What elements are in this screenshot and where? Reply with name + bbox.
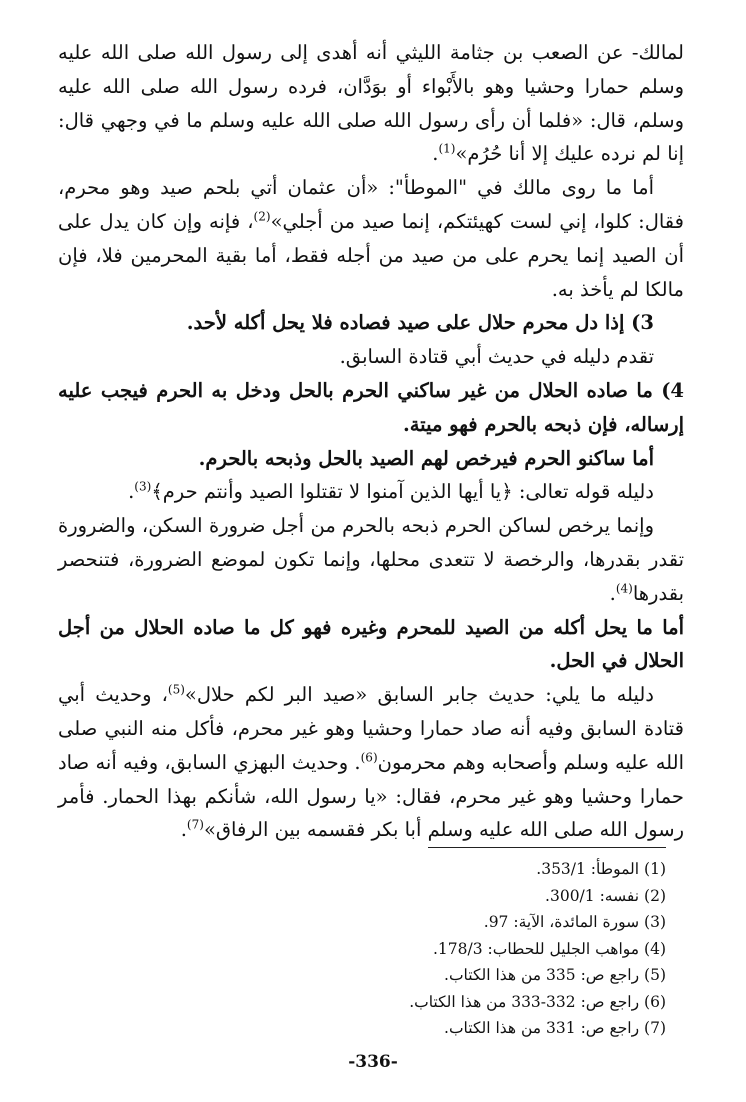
paragraph-8-text: وإنما يرخص لساكن الحرم ذبحه بالحرم من أجل ضرورة السكن، والضرورة تقدر بقدرها، والرخصة لا تتعدى محلها، وإنما تكون لموضع الضرورة، فتنحصر بقدرها — [58, 514, 684, 605]
paragraph-10-text: دليله ما يلي: حديث جابر السابق «صيد البر لكم حلال» — [184, 683, 654, 707]
paragraph-4: تقدم دليله في حديث أبي قتادة السابق. — [339, 345, 654, 369]
footnote-3: (3) سورة المائدة، الآية: 97. — [483, 913, 666, 931]
footnote-ref-2: (2) — [253, 209, 271, 224]
paragraph-10-part-2: ، وحديث أبي قتادة السابق وفيه أنه صاد حمارا وحشيا وهو غير محرم، فأكل منه النبي صلى الله عليه وسلم وأصحابه وهم محرمون — [58, 683, 684, 774]
heading-9: أما ما يحل أكله من الصيد للمحرم وغيره فهو كل ما صاده الحلال من أجل الحلال في الحل. — [58, 615, 684, 673]
footnote-ref-5: (5) — [167, 682, 185, 697]
paragraph-1 — [58, 36, 684, 171]
heading-3: 3) إذا دل محرم حلال على صيد فصاده فلا يحل أكله لأحد. — [186, 311, 654, 335]
paragraph-8 — [58, 509, 684, 610]
footnote-ref-4: (4) — [615, 581, 633, 596]
paragraph-7-text: دليله قوله تعالى: ﴿يا أيها الذين آمنوا لا تقتلوا الصيد وأنتم حرم﴾ — [151, 480, 654, 504]
footnote-ref-1: (1) — [438, 141, 456, 156]
paragraph-10 — [58, 678, 684, 847]
footnote-2: (2) نفسه: 300/1. — [545, 886, 666, 905]
paragraph-8-tail: . — [609, 581, 616, 605]
paragraph-2-text: أما ما روى مالك في "الموطأ": «أن عثمان أتي بلحم صيد وهو محرم، فقال: كلوا، إني لست كهيئتكم، إنما صيد من أجلي» — [58, 176, 684, 233]
footnote-ref-7: (7) — [186, 817, 204, 832]
paragraph-1-text: لمالك- عن الصعب بن جثامة الليثي أنه أهدى إلى رسول الله صلى الله عليه وسلم حمارا وحشيا وهو بالأَبْواء أو بوَدَّان، فرده رسول الله صلى الله عليه وسلم، قال: «فلما أن رأى رسول الله صلى الله عليه وسلم ما في وجهي قال: إنا لم نرده عليك إلا أنا حُرُم» — [58, 41, 684, 166]
main-text — [58, 36, 684, 847]
paragraph-7 — [58, 475, 684, 509]
footnote-6: (6) راجع ص: 332-333 من هذا الكتاب. — [409, 992, 666, 1011]
paragraph-10-part-3: . وحديث البهزي السابق، وفيه أنه صاد حمارا وحشيا وهو غير محرم، فقال: «يا رسول الله، شأنكم بهذا الحمار. فأمر رسول الله صلى الله عليه وسلم أبا بكر فقسمه بين الرفاق» — [58, 750, 684, 842]
paragraph-10-tail: . — [180, 818, 187, 842]
footnote-4: (4) مواهب الجليل للحطاب: 178/3. — [432, 939, 666, 958]
paragraph-7-tail: . — [128, 480, 135, 504]
heading-4: 4) ما صاده الحلال من غير ساكني الحرم بالحل ودخل به الحرم فيجب عليه إرساله، فإن ذبحه بالحرم فهو ميتة. — [58, 378, 684, 436]
footnote-5: (5) راجع ص: 335 من هذا الكتاب. — [444, 966, 666, 984]
footnote-7: (7) راجع ص: 331 من هذا الكتاب. — [444, 1019, 666, 1037]
footnote-ref-3: (3) — [134, 479, 152, 494]
paragraph-2-tail: ، فإنه وإن كان يدل على أن الصيد إنما يحرم على من صيد من أجله فقط، أما بقية المحرمين فلا، فإن مالكا لم يأخذ به. — [58, 209, 684, 301]
heading-5: أما ساكنو الحرم فيرخص لهم الصيد بالحل وذبحه بالحرم. — [198, 446, 654, 470]
page-number: -336- — [348, 1052, 398, 1072]
paragraph-2 — [58, 171, 684, 306]
footnote-divider — [428, 847, 666, 848]
footnote-1: (1) الموطأ: 353/1. — [536, 860, 666, 878]
footnotes — [226, 856, 666, 1042]
paragraph-1-tail: . — [432, 142, 439, 166]
footnote-ref-6: (6) — [360, 750, 378, 765]
